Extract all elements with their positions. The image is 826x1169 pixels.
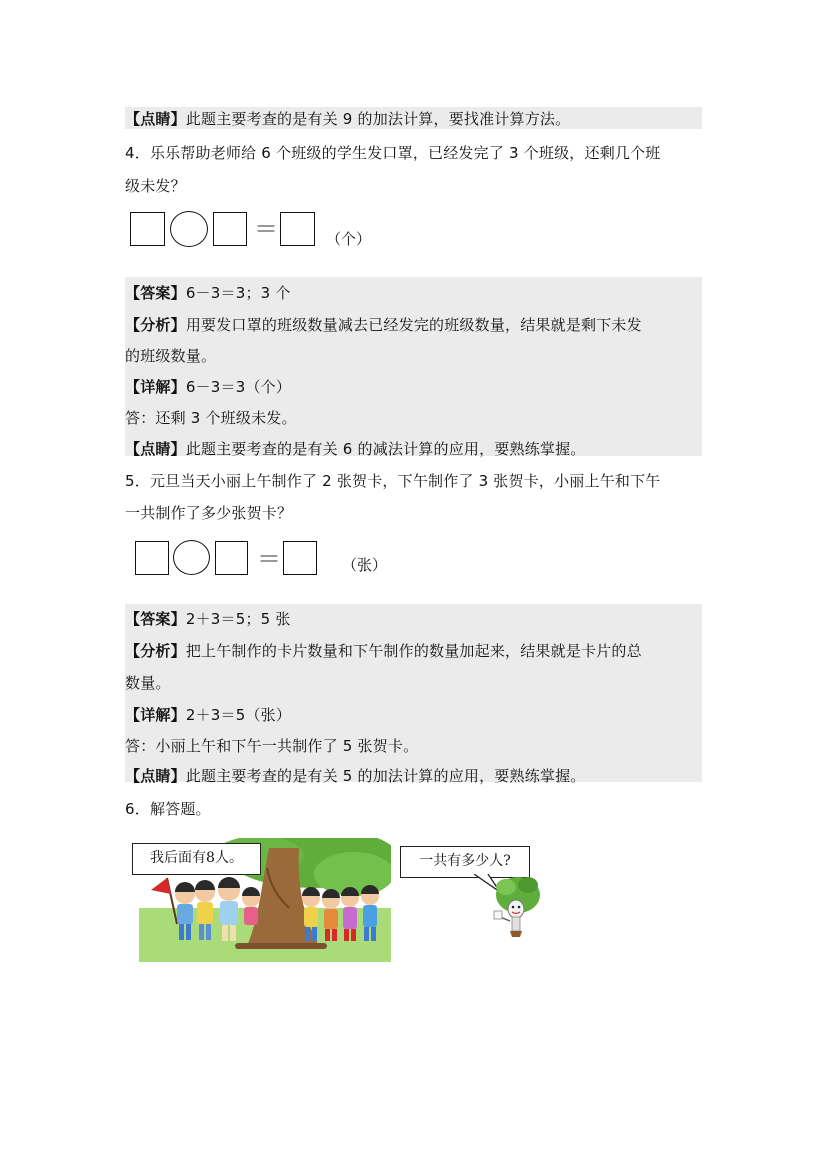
q6-title: 6．解答题。 (125, 800, 211, 818)
answer-text: 2＋3＝5；5 张 (185, 610, 291, 628)
q4-question-line2: 级未发？ (125, 177, 186, 195)
detail-tag: 【详解】 (125, 706, 186, 724)
equals-sign: ＝ (254, 215, 278, 243)
answer-tag: 【答案】 (125, 610, 186, 628)
answer-tag: 【答案】 (125, 284, 186, 302)
operator-circle[interactable] (170, 211, 208, 247)
q5-detail (125, 704, 291, 726)
unit-label: （张） (342, 556, 388, 574)
answer-box-1[interactable] (130, 212, 165, 246)
q5-analysis (125, 640, 642, 662)
answer-box-result[interactable] (280, 212, 315, 246)
answer-box-1[interactable] (135, 541, 169, 575)
q4-question-line1: 4．乐乐帮助老师给 6 个班级的学生发口罩，已经发完了 3 个班级，还剩几个班 (125, 144, 661, 162)
analysis-tag: 【分析】 (125, 642, 186, 660)
q4-tip (125, 438, 586, 460)
speech-bubble-left: 我后面有8人。 (132, 843, 261, 875)
analysis-tag: 【分析】 (125, 316, 186, 334)
q4-answer (125, 282, 291, 304)
unit-label: （个） (326, 230, 372, 248)
analysis-text: 用要发口罩的班级数量减去已经发完的班级数量，结果就是剩下未发 (185, 316, 642, 334)
speech-bubble-right: 一共有多少人? (400, 846, 530, 878)
tip-text: 此题主要考查的是有关 6 的减法计算的应用，要熟练掌握。 (185, 440, 586, 458)
q5-answer (125, 608, 291, 630)
answer-box-2[interactable] (213, 212, 247, 246)
q3-tip (125, 108, 570, 130)
q5-question-line1: 5．元旦当天小丽上午制作了 2 张贺卡，下午制作了 3 张贺卡，小丽上午和下午 (125, 472, 661, 490)
tip-tag: 【点睛】 (125, 110, 186, 128)
q5-question-line2: 一共制作了多少张贺卡？ (125, 504, 293, 522)
detail-tag: 【详解】 (125, 378, 186, 396)
q4-analysis-cont: 的班级数量。 (125, 347, 217, 365)
analysis-text: 把上午制作的卡片数量和下午制作的数量加起来，结果就是卡片的总 (185, 642, 642, 660)
tip-text: 此题主要考查的是有关 9 的加法计算，要找准计算方法。 (185, 110, 571, 128)
q4-reply: 答：还剩 3 个班级未发。 (125, 409, 297, 427)
answer-text: 6－3＝3；3 个 (185, 284, 291, 302)
detail-text: 6－3＝3（个） (185, 378, 292, 396)
q4-analysis (125, 314, 642, 336)
q5-analysis-cont: 数量。 (125, 674, 171, 692)
q4-detail (125, 376, 291, 398)
tree-character-icon (488, 873, 546, 941)
tip-tag: 【点睛】 (125, 440, 186, 458)
detail-text: 2＋3＝5（张） (185, 706, 292, 724)
q5-reply: 答：小丽上午和下午一共制作了 5 张贺卡。 (125, 737, 419, 755)
answer-box-2[interactable] (215, 541, 248, 575)
tip-text: 此题主要考查的是有关 5 的加法计算的应用，要熟练掌握。 (185, 767, 586, 785)
q5-tip (125, 765, 586, 787)
tip-tag: 【点睛】 (125, 767, 186, 785)
operator-circle[interactable] (173, 540, 210, 575)
answer-box-result[interactable] (283, 541, 317, 575)
equals-sign: ＝ (257, 545, 281, 573)
